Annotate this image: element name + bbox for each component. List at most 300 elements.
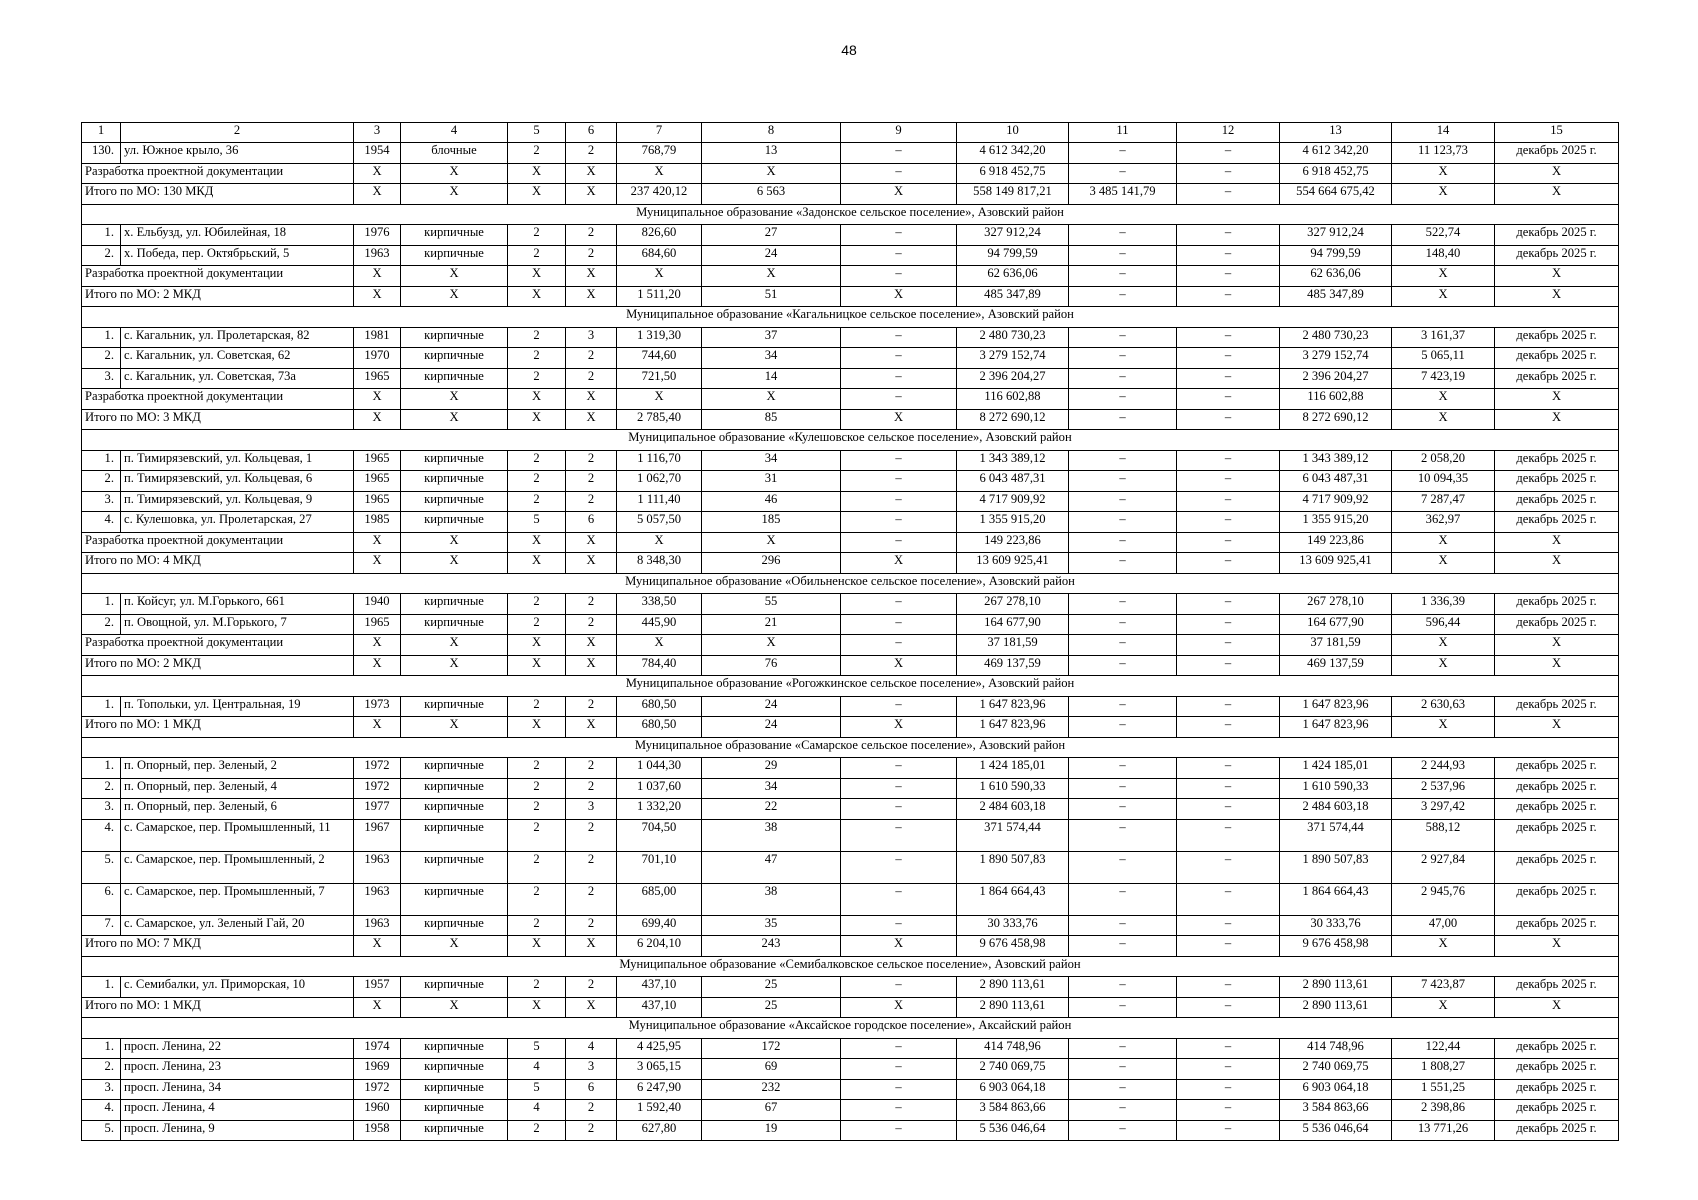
table-cell: декабрь 2025 г. <box>1495 245 1619 266</box>
header-cell: 15 <box>1495 123 1619 143</box>
table-cell: X <box>354 266 401 287</box>
table-cell: кирпичные <box>401 245 508 266</box>
address-cell: просп. Ленина, 34 <box>121 1079 354 1100</box>
row-number: 2. <box>82 348 121 369</box>
table-cell: X <box>1392 163 1495 184</box>
table-cell: декабрь 2025 г. <box>1495 758 1619 779</box>
table-cell: 684,60 <box>617 245 702 266</box>
table-cell: 164 677,90 <box>957 614 1069 635</box>
address-cell: ул. Южное крыло, 36 <box>121 143 354 164</box>
table-cell: 1 343 389,12 <box>957 450 1069 471</box>
row-number: 1. <box>82 225 121 246</box>
table-cell: 3 <box>566 1059 617 1080</box>
table-cell: 2 <box>566 758 617 779</box>
table-cell: 2 <box>508 143 566 164</box>
table-cell: – <box>1069 245 1177 266</box>
table-cell: 47,00 <box>1392 915 1495 936</box>
table-cell: кирпичные <box>401 915 508 936</box>
row-number: 1. <box>82 696 121 717</box>
table-cell: – <box>1069 512 1177 533</box>
table-cell: 2 <box>508 450 566 471</box>
table-cell: 3 297,42 <box>1392 799 1495 820</box>
table-cell: 1985 <box>354 512 401 533</box>
table-cell: кирпичные <box>401 819 508 851</box>
table-cell: 30 333,76 <box>957 915 1069 936</box>
table-cell: 1965 <box>354 450 401 471</box>
table-cell: декабрь 2025 г. <box>1495 915 1619 936</box>
table-cell: 469 137,59 <box>957 655 1069 676</box>
table-cell: 1963 <box>354 915 401 936</box>
table-cell: X <box>1392 553 1495 574</box>
table-cell: 13 609 925,41 <box>957 553 1069 574</box>
table-row <box>82 491 1619 512</box>
table-cell: 2 <box>566 471 617 492</box>
table-cell: X <box>508 389 566 410</box>
table-cell: X <box>566 163 617 184</box>
table-cell: 1977 <box>354 799 401 820</box>
address-cell: п. Тимирязевский, ул. Кольцевая, 6 <box>121 471 354 492</box>
table-cell: – <box>1177 327 1280 348</box>
table-row <box>82 225 1619 246</box>
table-row <box>82 799 1619 820</box>
municipality-name: Муниципальное образование «Рогожкинское сельское поселение», Азовский район <box>82 676 1619 697</box>
table-cell: 4 612 342,20 <box>1280 143 1392 164</box>
table-cell: – <box>841 915 957 936</box>
table-cell: 37 181,59 <box>957 635 1069 656</box>
table-cell: – <box>1177 614 1280 635</box>
table-cell: 38 <box>702 819 841 851</box>
table-cell: 1 062,70 <box>617 471 702 492</box>
table-cell: – <box>841 512 957 533</box>
table-cell: декабрь 2025 г. <box>1495 143 1619 164</box>
municipality-name: Муниципальное образование «Кулешовское сельское поселение», Азовский район <box>82 430 1619 451</box>
row-label: Итого по МО: 3 МКД <box>82 409 354 430</box>
table-row <box>82 368 1619 389</box>
table-cell: – <box>1069 614 1177 635</box>
row-label: Итого по МО: 1 МКД <box>82 997 354 1018</box>
row-label: Итого по МО: 4 МКД <box>82 553 354 574</box>
table-cell: 34 <box>702 450 841 471</box>
table-cell: 6 918 452,75 <box>1280 163 1392 184</box>
table-cell: – <box>841 245 957 266</box>
header-cell: 3 <box>354 123 401 143</box>
table-cell: – <box>841 225 957 246</box>
table-cell: – <box>841 1079 957 1100</box>
table-row <box>82 1120 1619 1141</box>
table-cell: – <box>1069 778 1177 799</box>
table-cell: – <box>1069 327 1177 348</box>
table-cell: X <box>508 286 566 307</box>
table-cell: 122,44 <box>1392 1038 1495 1059</box>
table-cell: X <box>841 936 957 957</box>
table-cell: 2 <box>508 977 566 998</box>
table-cell: X <box>354 163 401 184</box>
address-cell: с. Кагальник, ул. Пролетарская, 82 <box>121 327 354 348</box>
table-cell: – <box>841 799 957 820</box>
table-cell: – <box>1177 266 1280 287</box>
table-cell: 1965 <box>354 491 401 512</box>
table-cell: 327 912,24 <box>957 225 1069 246</box>
table-row <box>82 471 1619 492</box>
table-row <box>82 1038 1619 1059</box>
table-cell: декабрь 2025 г. <box>1495 977 1619 998</box>
row-number: 1. <box>82 977 121 998</box>
table-cell: X <box>508 936 566 957</box>
row-number: 3. <box>82 1079 121 1100</box>
table-cell: 1958 <box>354 1120 401 1141</box>
table-cell: 2 396 204,27 <box>1280 368 1392 389</box>
table-cell: X <box>401 286 508 307</box>
table-cell: 148,40 <box>1392 245 1495 266</box>
table-row <box>82 512 1619 533</box>
table-cell: X <box>1392 266 1495 287</box>
table-cell: – <box>1069 696 1177 717</box>
table-cell: декабрь 2025 г. <box>1495 1059 1619 1080</box>
table-cell: – <box>1177 368 1280 389</box>
row-label: Разработка проектной документации <box>82 532 354 553</box>
table-cell: 1967 <box>354 819 401 851</box>
table-cell: – <box>841 758 957 779</box>
table-cell: X <box>841 717 957 738</box>
table-cell: 27 <box>702 225 841 246</box>
table-cell: – <box>1069 348 1177 369</box>
table-cell: X <box>1495 997 1619 1018</box>
table-cell: – <box>1177 225 1280 246</box>
table-cell: X <box>1392 286 1495 307</box>
subtotal-row <box>82 936 1619 957</box>
table-cell: 7 287,47 <box>1392 491 1495 512</box>
table-cell: X <box>841 286 957 307</box>
table-cell: 2 396 204,27 <box>957 368 1069 389</box>
row-number: 2. <box>82 1059 121 1080</box>
table-cell: – <box>841 348 957 369</box>
municipality-header-row <box>82 573 1619 594</box>
address-cell: с. Семибалки, ул. Приморская, 10 <box>121 977 354 998</box>
address-cell: с. Самарское, пер. Промышленный, 7 <box>121 883 354 915</box>
table-cell: 414 748,96 <box>1280 1038 1392 1059</box>
table-cell: X <box>1392 655 1495 676</box>
table-cell: 1 890 507,83 <box>957 851 1069 883</box>
table-cell: декабрь 2025 г. <box>1495 368 1619 389</box>
table-cell: X <box>508 163 566 184</box>
table-cell: X <box>1495 717 1619 738</box>
table-cell: 13 609 925,41 <box>1280 553 1392 574</box>
table-cell: 94 799,59 <box>957 245 1069 266</box>
header-cell: 2 <box>121 123 354 143</box>
table-cell: – <box>841 266 957 287</box>
table-cell: X <box>1392 532 1495 553</box>
table-cell: 55 <box>702 594 841 615</box>
table-cell: 522,74 <box>1392 225 1495 246</box>
table-cell: 62 636,06 <box>1280 266 1392 287</box>
table-cell: X <box>508 635 566 656</box>
table-cell: X <box>401 655 508 676</box>
table-cell: 2 <box>508 883 566 915</box>
table-cell: 2 <box>508 915 566 936</box>
table-cell: 1 111,40 <box>617 491 702 512</box>
table-cell: 6 043 487,31 <box>957 471 1069 492</box>
table-cell: – <box>1177 655 1280 676</box>
subtotal-row <box>82 655 1619 676</box>
table-cell: – <box>841 143 957 164</box>
table-cell: 172 <box>702 1038 841 1059</box>
table-cell: X <box>702 266 841 287</box>
address-cell: с. Кулешовка, ул. Пролетарская, 27 <box>121 512 354 533</box>
table-cell: 4 612 342,20 <box>957 143 1069 164</box>
table-cell: – <box>1177 977 1280 998</box>
table-cell: – <box>841 883 957 915</box>
table-cell: 2 <box>508 225 566 246</box>
table-cell: – <box>1177 717 1280 738</box>
table-cell: X <box>508 717 566 738</box>
table-cell: 2 890 113,61 <box>957 977 1069 998</box>
row-label: Разработка проектной документации <box>82 266 354 287</box>
table-cell: X <box>1495 936 1619 957</box>
table-row <box>82 758 1619 779</box>
table-cell: 2 <box>508 491 566 512</box>
address-cell: п. Тимирязевский, ул. Кольцевая, 1 <box>121 450 354 471</box>
table-cell: – <box>1069 799 1177 820</box>
table-cell: декабрь 2025 г. <box>1495 491 1619 512</box>
table-cell: 2 <box>508 348 566 369</box>
table-cell: 6 <box>566 512 617 533</box>
table-cell: 3 <box>566 799 617 820</box>
table-cell: декабрь 2025 г. <box>1495 883 1619 915</box>
table-cell: 62 636,06 <box>957 266 1069 287</box>
table-cell: 1 355 915,20 <box>957 512 1069 533</box>
table-cell: X <box>401 409 508 430</box>
table-cell: 371 574,44 <box>957 819 1069 851</box>
table-cell: декабрь 2025 г. <box>1495 851 1619 883</box>
table-cell: – <box>1177 1079 1280 1100</box>
table-cell: – <box>1069 936 1177 957</box>
table-cell: 437,10 <box>617 977 702 998</box>
table-cell: – <box>1069 594 1177 615</box>
row-number: 1. <box>82 594 121 615</box>
address-cell: п. Топольки, ул. Центральная, 19 <box>121 696 354 717</box>
table-cell: 1 319,30 <box>617 327 702 348</box>
table-cell: 2 <box>566 819 617 851</box>
table-cell: 1974 <box>354 1038 401 1059</box>
table-cell: 1 116,70 <box>617 450 702 471</box>
table-cell: – <box>1177 184 1280 205</box>
address-cell: просп. Ленина, 4 <box>121 1100 354 1121</box>
table-cell: – <box>1069 532 1177 553</box>
table-cell: 2 <box>508 851 566 883</box>
table-cell: X <box>841 655 957 676</box>
row-label: Итого по МО: 2 МКД <box>82 655 354 676</box>
table-cell: кирпичные <box>401 594 508 615</box>
table-cell: 2 <box>508 696 566 717</box>
table-cell: 2 <box>566 348 617 369</box>
table-cell: 34 <box>702 778 841 799</box>
table-cell: 21 <box>702 614 841 635</box>
table-cell: – <box>841 1059 957 1080</box>
table-cell: 24 <box>702 696 841 717</box>
table-cell: X <box>354 532 401 553</box>
table-cell: 1963 <box>354 851 401 883</box>
table-cell: 6 903 064,18 <box>1280 1079 1392 1100</box>
table-cell: 185 <box>702 512 841 533</box>
table-cell: 7 423,87 <box>1392 977 1495 998</box>
table-cell: 11 123,73 <box>1392 143 1495 164</box>
address-cell: с. Кагальник, ул. Советская, 73а <box>121 368 354 389</box>
table-cell: – <box>1069 819 1177 851</box>
table-cell: кирпичные <box>401 368 508 389</box>
subtotal-row <box>82 286 1619 307</box>
table-cell: 1973 <box>354 696 401 717</box>
address-cell: с. Самарское, ул. Зеленый Гай, 20 <box>121 915 354 936</box>
table-cell: 6 204,10 <box>617 936 702 957</box>
row-number: 4. <box>82 512 121 533</box>
municipality-header-row <box>82 204 1619 225</box>
table-cell: 1981 <box>354 327 401 348</box>
municipality-name: Муниципальное образование «Аксайское городское поселение», Аксайский район <box>82 1018 1619 1039</box>
table-cell: X <box>354 553 401 574</box>
address-cell: просп. Ленина, 9 <box>121 1120 354 1141</box>
table-cell: 2 740 069,75 <box>1280 1059 1392 1080</box>
table-cell: 1965 <box>354 368 401 389</box>
row-number: 130. <box>82 143 121 164</box>
table-cell: 2 <box>508 368 566 389</box>
table-cell: 22 <box>702 799 841 820</box>
table-body <box>82 143 1619 1141</box>
table-cell: X <box>617 266 702 287</box>
row-number: 2. <box>82 245 121 266</box>
table-cell: 362,97 <box>1392 512 1495 533</box>
table-cell: X <box>617 389 702 410</box>
table-cell: 2 <box>508 471 566 492</box>
table-cell: 2 740 069,75 <box>957 1059 1069 1080</box>
table-cell: 1 044,30 <box>617 758 702 779</box>
table-cell: 1969 <box>354 1059 401 1080</box>
table-cell: 8 348,30 <box>617 553 702 574</box>
table-cell: 34 <box>702 348 841 369</box>
table-cell: 1 647 823,96 <box>1280 696 1392 717</box>
table-cell: кирпичные <box>401 799 508 820</box>
table-cell: 2 398,86 <box>1392 1100 1495 1121</box>
table-cell: 485 347,89 <box>1280 286 1392 307</box>
table-cell: – <box>1177 512 1280 533</box>
table-cell: 721,50 <box>617 368 702 389</box>
table-cell: X <box>508 997 566 1018</box>
table-cell: 1 037,60 <box>617 778 702 799</box>
table-row <box>82 614 1619 635</box>
table-cell: декабрь 2025 г. <box>1495 471 1619 492</box>
table-cell: 4 717 909,92 <box>957 491 1069 512</box>
table-cell: – <box>1069 1120 1177 1141</box>
table-cell: – <box>841 819 957 851</box>
table-cell: 2 890 113,61 <box>1280 997 1392 1018</box>
table-cell: 1 343 389,12 <box>1280 450 1392 471</box>
table-cell: X <box>702 532 841 553</box>
table-cell: 85 <box>702 409 841 430</box>
table-cell: декабрь 2025 г. <box>1495 1100 1619 1121</box>
row-number: 2. <box>82 471 121 492</box>
table-cell: X <box>401 389 508 410</box>
table-cell: 3 279 152,74 <box>957 348 1069 369</box>
table-cell: X <box>702 389 841 410</box>
table-cell: X <box>401 635 508 656</box>
table-cell: X <box>1495 655 1619 676</box>
table-cell: 14 <box>702 368 841 389</box>
table-cell: – <box>1177 799 1280 820</box>
table-cell: – <box>1177 819 1280 851</box>
table-cell: 1 424 185,01 <box>1280 758 1392 779</box>
table-cell: – <box>1177 450 1280 471</box>
table-cell: – <box>1069 491 1177 512</box>
table-row <box>82 1100 1619 1121</box>
table-row <box>82 915 1619 936</box>
table-cell: декабрь 2025 г. <box>1495 799 1619 820</box>
table-cell: декабрь 2025 г. <box>1495 778 1619 799</box>
table-cell: – <box>841 1038 957 1059</box>
table-cell: – <box>1177 696 1280 717</box>
municipality-name: Муниципальное образование «Семибалковское сельское поселение», Азовский район <box>82 956 1619 977</box>
table-cell: 1 864 664,43 <box>1280 883 1392 915</box>
table-cell: 47 <box>702 851 841 883</box>
table-cell: кирпичные <box>401 1059 508 1080</box>
table-cell: X <box>566 184 617 205</box>
address-cell: х. Победа, пер. Октябрьский, 5 <box>121 245 354 266</box>
table-cell: кирпичные <box>401 348 508 369</box>
table-cell: 2 <box>508 594 566 615</box>
table-cell: – <box>1177 758 1280 779</box>
table-cell: 51 <box>702 286 841 307</box>
address-cell: просп. Ленина, 22 <box>121 1038 354 1059</box>
table-cell: – <box>1177 532 1280 553</box>
table-cell: X <box>401 553 508 574</box>
table-cell: – <box>1177 594 1280 615</box>
table-cell: 9 676 458,98 <box>1280 936 1392 957</box>
table-cell: – <box>1177 286 1280 307</box>
table-cell: X <box>508 532 566 553</box>
table-cell: 445,90 <box>617 614 702 635</box>
table-cell: 1972 <box>354 778 401 799</box>
table-cell: 19 <box>702 1120 841 1141</box>
table-cell: 2 785,40 <box>617 409 702 430</box>
table-cell: 13 <box>702 143 841 164</box>
table-cell: 10 094,35 <box>1392 471 1495 492</box>
table-cell: 2 <box>566 851 617 883</box>
table-cell: – <box>1177 491 1280 512</box>
header-cell: 12 <box>1177 123 1280 143</box>
table-cell: 5 <box>508 1079 566 1100</box>
table-cell: 5 536 046,64 <box>1280 1120 1392 1141</box>
table-cell: 4 <box>508 1059 566 1080</box>
table-cell: 2 <box>566 245 617 266</box>
row-label: Разработка проектной документации <box>82 163 354 184</box>
table-cell: X <box>617 635 702 656</box>
table-cell: – <box>1069 143 1177 164</box>
table-cell: – <box>841 778 957 799</box>
table-cell: – <box>1069 163 1177 184</box>
table-cell: 2 484 603,18 <box>957 799 1069 820</box>
subtotal-row <box>82 409 1619 430</box>
table-cell: – <box>1069 1079 1177 1100</box>
table-cell: 37 <box>702 327 841 348</box>
table-cell: 4 717 909,92 <box>1280 491 1392 512</box>
table-cell: 1 808,27 <box>1392 1059 1495 1080</box>
table-cell: 2 <box>566 883 617 915</box>
table-cell: – <box>841 851 957 883</box>
table-cell: 2 <box>508 758 566 779</box>
table-cell: – <box>1069 225 1177 246</box>
table-cell: декабрь 2025 г. <box>1495 696 1619 717</box>
table-cell: 67 <box>702 1100 841 1121</box>
table-cell: 2 <box>508 327 566 348</box>
table-cell: X <box>1495 286 1619 307</box>
